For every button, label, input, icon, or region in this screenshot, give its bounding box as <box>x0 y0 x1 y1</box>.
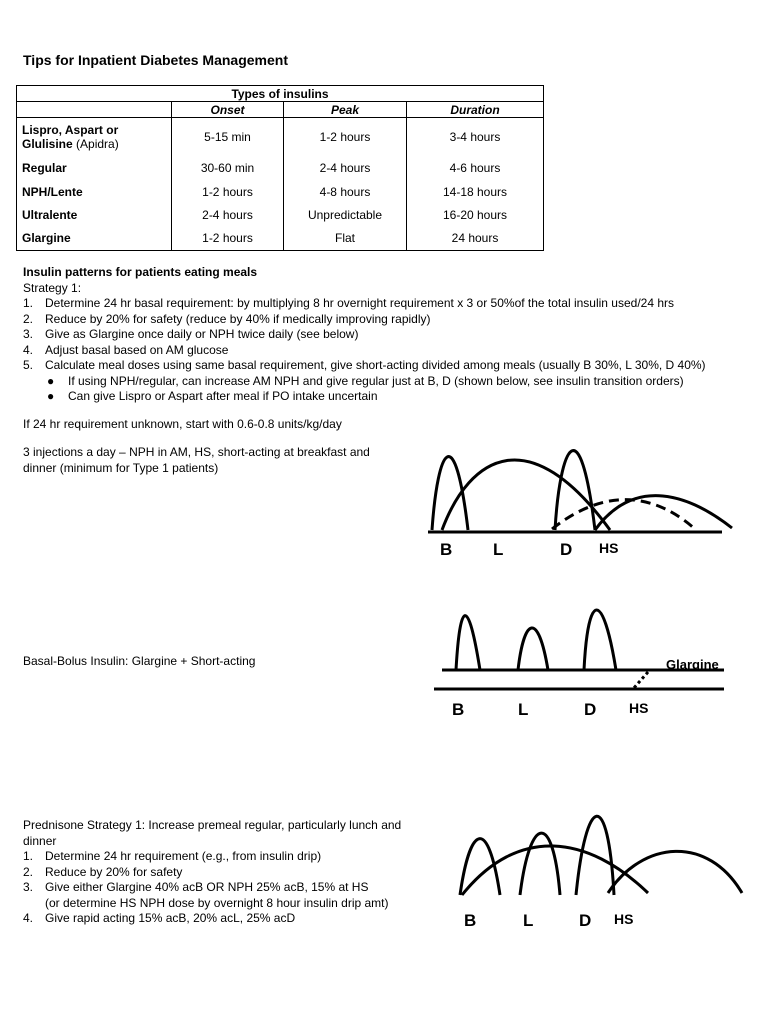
three-injections-diagram <box>420 425 750 565</box>
regular-breakfast-curve <box>432 457 468 530</box>
label-d: D <box>560 540 573 559</box>
table-header-onset: Onset <box>172 102 284 118</box>
list-item: 1. Determine 24 hr requirement (e.g., from insulin drip) <box>23 849 322 863</box>
table-cell-onset: 30-60 min <box>172 156 284 180</box>
label-d: D <box>584 700 597 719</box>
insulin-name: NPH/Lente <box>17 180 172 203</box>
bullet-text: If using NPH/regular, can increase AM NPH and give regular just at B, D (shown below, see insulin transition orders) <box>68 373 684 388</box>
regular-lunch-curve <box>520 833 560 895</box>
label-l: L <box>493 540 504 559</box>
step-text: Reduce by 20% for safety (reduce by 40% if medically improving rapidly) <box>45 311 431 326</box>
step-text: Reduce by 20% for safety <box>45 864 183 879</box>
step-continuation: (or determine HS NPH dose by overnight 8 hour insulin drip amt) <box>45 895 389 910</box>
list-item: ● Can give Lispro or Aspart after meal if PO intake uncertain <box>47 389 378 403</box>
bolus-dinner-curve <box>584 610 616 670</box>
three-injections-text: 3 injections a day – NPH in AM, HS, short-acting at breakfast and dinner (minimum for Type 1 patients) <box>23 445 370 475</box>
step-text: Determine 24 hr requirement (e.g., from insulin drip) <box>45 849 322 863</box>
strategy-steps <box>23 296 763 374</box>
table-caption: Types of insulins <box>17 86 544 102</box>
unknown-requirement-note: If 24 hr requirement unknown, start with 0.6-0.8 units/kg/day <box>23 417 342 431</box>
prednisone-steps <box>23 849 433 927</box>
prednisone-heading: Prednisone Strategy 1: Increase premeal regular, particularly lunch and dinner <box>23 818 402 848</box>
bolus-lunch-curve <box>518 628 548 670</box>
nph-hs-curve <box>608 851 742 893</box>
table-cell-duration: 24 hours <box>407 226 544 250</box>
table-cell-peak: Unpredictable <box>284 203 407 226</box>
label-l: L <box>518 700 529 719</box>
bolus-breakfast-curve <box>456 616 480 670</box>
table-cell-onset: 2-4 hours <box>172 203 284 226</box>
table-cell-onset: 1-2 hours <box>172 180 284 203</box>
label-b: B <box>464 911 477 930</box>
insulin-patterns-section <box>23 265 763 405</box>
basal-bolus-diagram <box>428 600 738 725</box>
list-item: 5. Calculate meal doses using same basal requirement, give short-acting divided among meals (usually B 30%, L 30%, D 40%) <box>23 358 706 372</box>
list-item: 2. Reduce by 20% for safety <box>23 864 183 879</box>
prednisone-diagram <box>448 795 748 935</box>
table-cell-peak: Flat <box>284 226 407 250</box>
insulin-name-note: (Apidra) <box>76 137 119 152</box>
table-cell-onset: 1-2 hours <box>172 226 284 250</box>
step-text: Give either Glargine 40% acB OR NPH 25% acB, 15% at HS <box>45 880 369 894</box>
list-item: ● If using NPH/regular, can increase AM NPH and give regular just at B, D (shown below, see insulin transition orders) <box>47 373 684 388</box>
label-d: D <box>579 911 592 930</box>
step-text: Give rapid acting 15% acB, 20% acL, 25% acD <box>45 911 296 925</box>
table-header-blank <box>17 102 172 118</box>
table-cell-peak: 1-2 hours <box>284 118 407 156</box>
table-cell-duration: 14-18 hours <box>407 180 544 203</box>
list-item: 2. Reduce by 20% for safety (reduce by 40% if medically improving rapidly) <box>23 311 431 326</box>
table-cell-peak: 4-8 hours <box>284 180 407 203</box>
table-cell-duration: 16-20 hours <box>407 203 544 226</box>
insulin-name: Ultralente <box>17 203 172 226</box>
prednisone-section <box>23 818 433 927</box>
bullet-text: Can give Lispro or Aspart after meal if PO intake uncertain <box>68 389 378 403</box>
label-hs: HS <box>599 540 619 556</box>
table-header-peak: Peak <box>284 102 407 118</box>
table-cell-peak: 2-4 hours <box>284 156 407 180</box>
insulin-name: Lispro, Aspart or Glulisine <box>22 123 119 152</box>
patterns-heading: Insulin patterns for patients eating meals <box>23 265 258 279</box>
step-text: Determine 24 hr basal requirement: by multiplying 8 hr overnight requirement x 3 or 50%of the total insulin used/24 hrs <box>45 296 674 310</box>
list-item: 4. Give rapid acting 15% acB, 20% acL, 25% acD <box>23 911 296 925</box>
label-hs: HS <box>614 911 634 927</box>
step-text: Calculate meal doses using same basal requirement, give short-acting divided among meals (usually B 30%, L 30%, D 40%) <box>45 358 706 372</box>
table-cell-duration: 3-4 hours <box>407 118 544 156</box>
table-row-name <box>17 118 172 156</box>
list-item: 4. Adjust basal based on AM glucose <box>23 342 229 357</box>
list-item: 3. Give as Glargine once daily or NPH twice daily (see below) <box>23 327 359 341</box>
glargine-label: Glargine <box>666 657 719 672</box>
list-item: 1. Determine 24 hr basal requirement: by multiplying 8 hr overnight requirement x 3 or 50%of the total insulin used/24 hrs <box>23 296 674 310</box>
insulin-types-table <box>16 85 544 251</box>
insulin-name: Regular <box>17 156 172 180</box>
strategy-sub-bullets <box>23 374 763 405</box>
table-header-duration: Duration <box>407 102 544 118</box>
label-b: B <box>440 540 453 559</box>
page-title: Tips for Inpatient Diabetes Management <box>23 52 289 68</box>
table-cell-onset: 5-15 min <box>172 118 284 156</box>
list-item: 3. Give either Glargine 40% acB OR NPH 25% acB, 15% at HS (or determine HS NPH dose by overnight 8 hour insulin drip amt) <box>23 880 389 910</box>
step-text: Adjust basal based on AM glucose <box>45 342 229 357</box>
regular-breakfast-curve <box>460 839 500 895</box>
basal-bolus-text: Basal-Bolus Insulin: Glargine + Short-acting <box>23 654 256 668</box>
step-text: Give as Glargine once daily or NPH twice daily (see below) <box>45 327 359 341</box>
label-b: B <box>452 700 465 719</box>
label-hs: HS <box>629 700 649 716</box>
strategy-label: Strategy 1: <box>23 280 82 295</box>
table-cell-duration: 4-6 hours <box>407 156 544 180</box>
insulin-name: Glargine <box>17 226 172 250</box>
label-l: L <box>523 911 534 930</box>
dotted-connector <box>633 672 648 689</box>
